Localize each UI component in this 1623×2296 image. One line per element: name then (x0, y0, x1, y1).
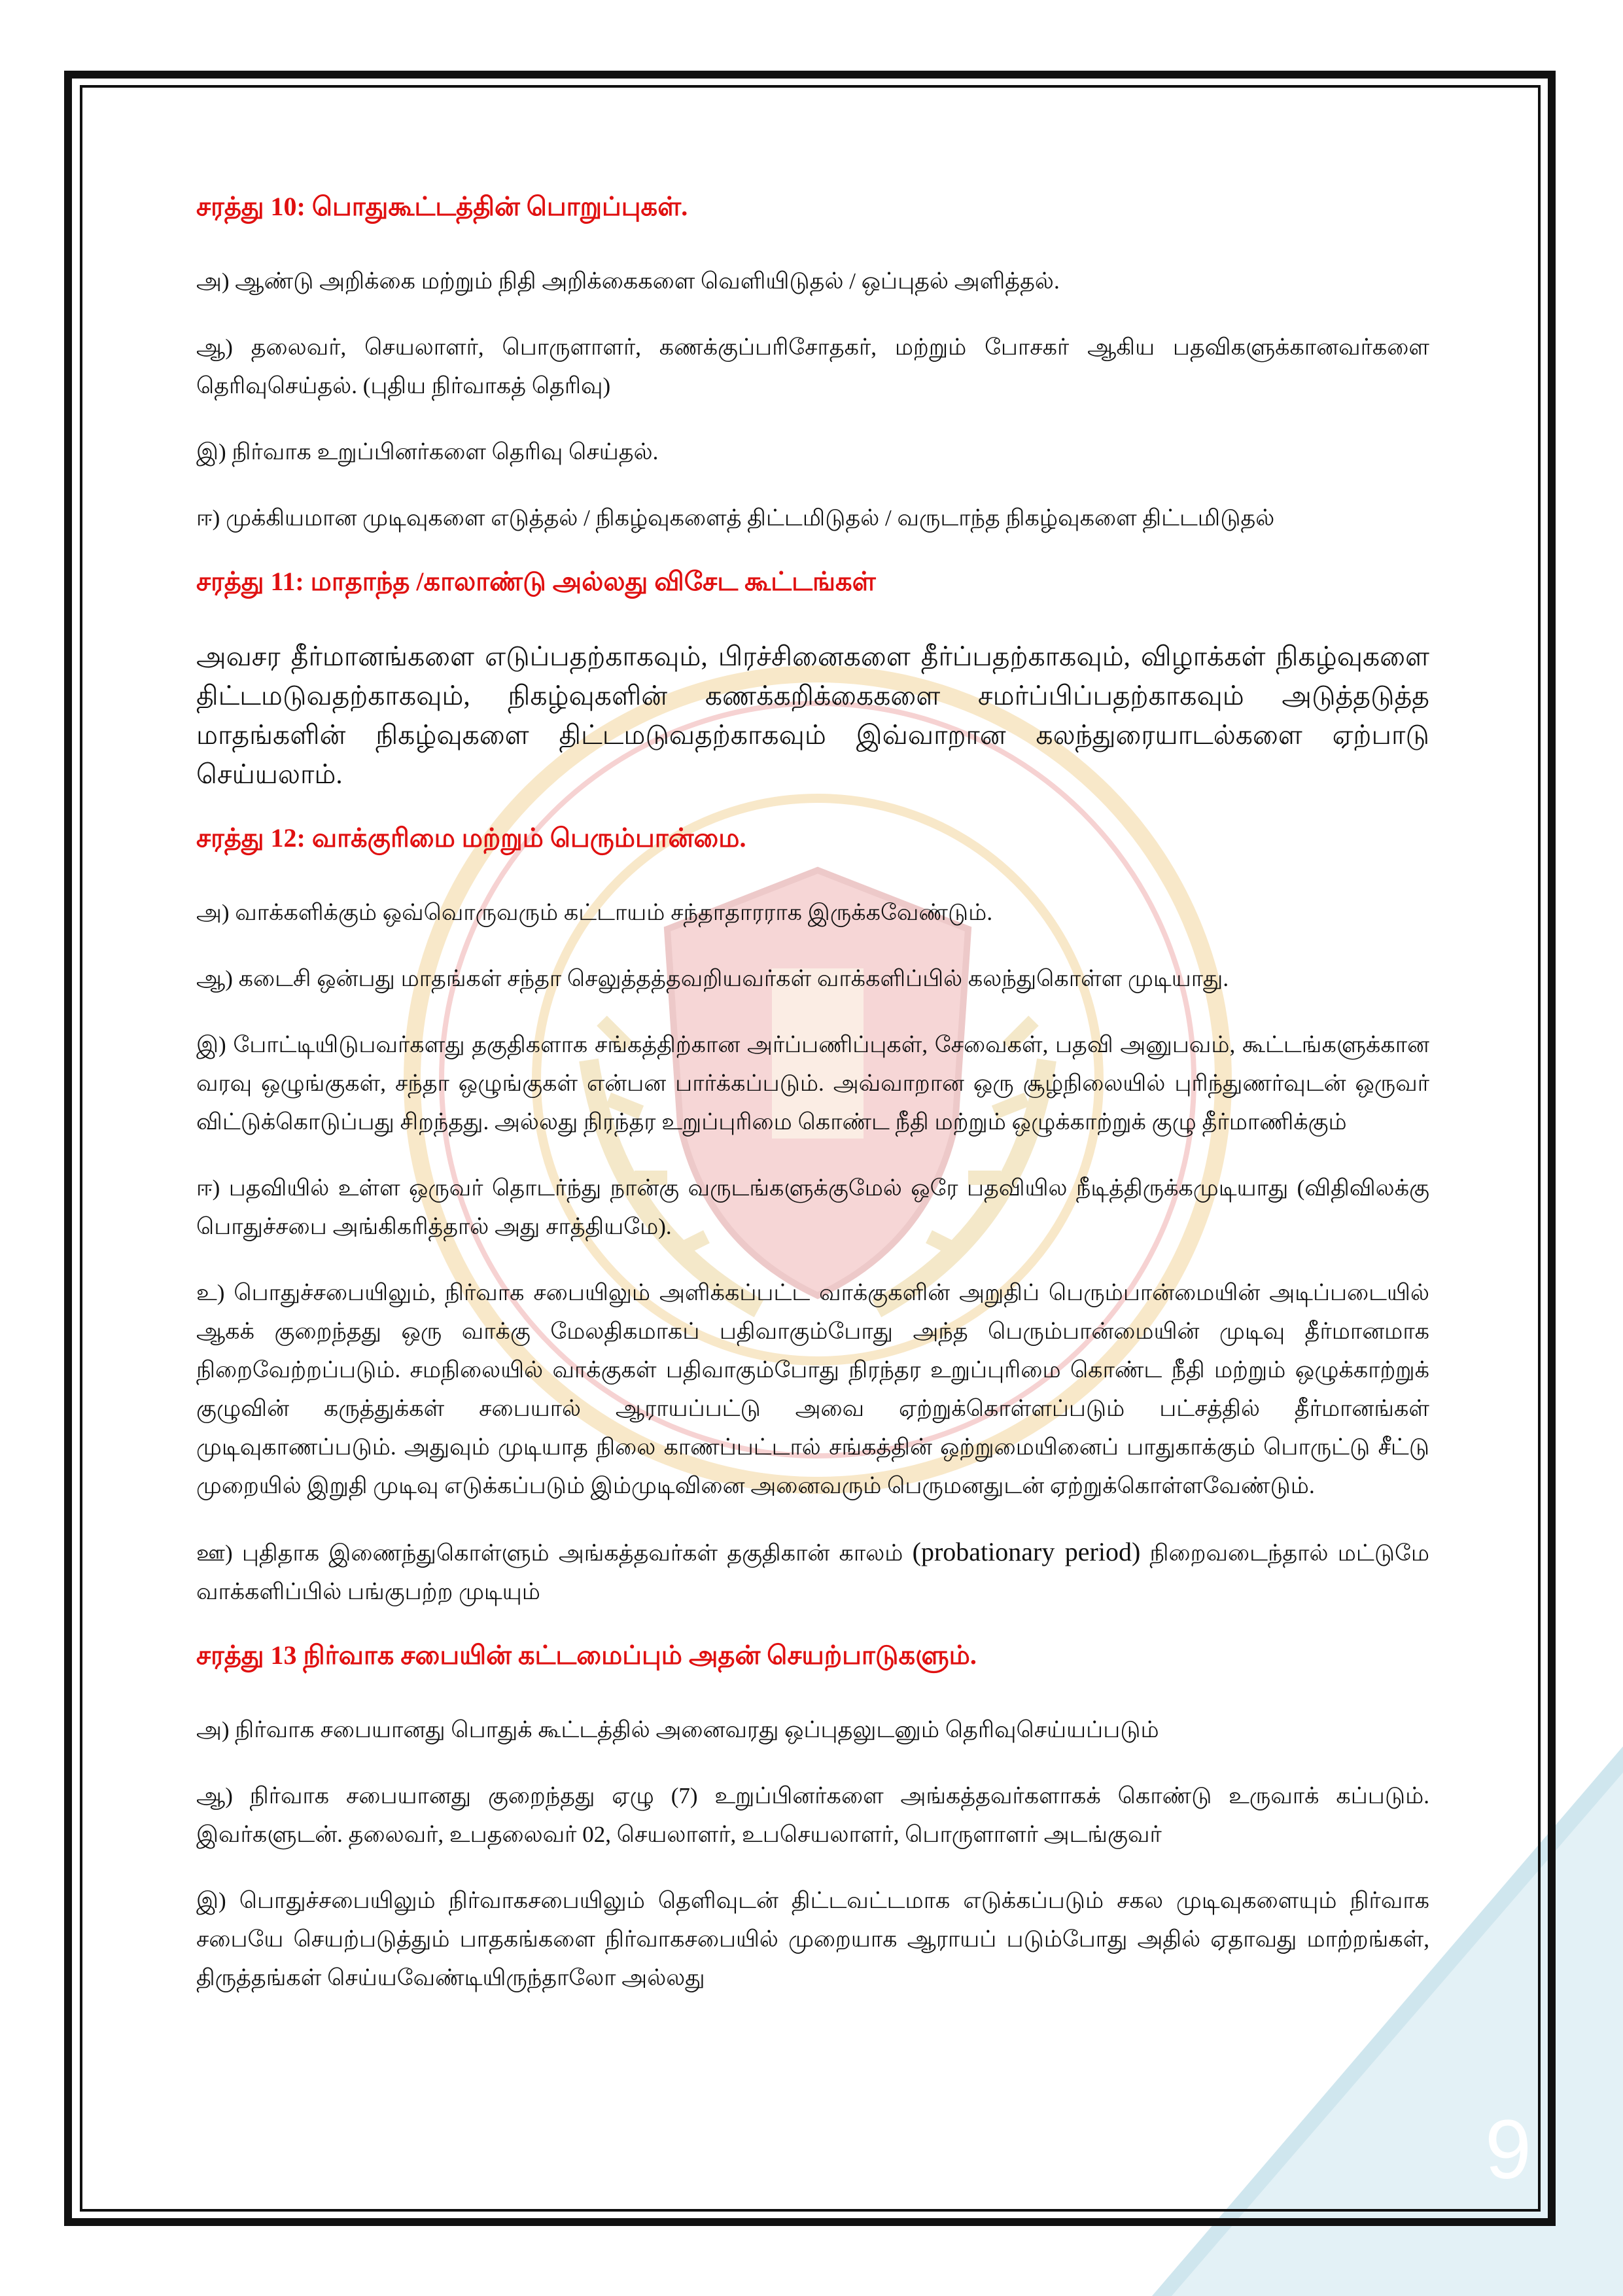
document-body (196, 190, 1429, 2024)
list-item: அ) நிர்வாக சபையானது பொதுக் கூட்டத்தில் அனைவரது ஒப்புதலுடனும் தெரிவுசெய்யப்படும் (196, 1717, 1159, 1742)
section-10 (196, 190, 1429, 537)
english-term: (probationary period) (912, 1537, 1141, 1566)
section-heading: சரத்து 10: பொதுகூட்டத்தின் பொறுப்புகள். (196, 192, 688, 221)
section-heading: சரத்து 11: மாதாந்த /காலாண்டு அல்லது விசேட கூட்டங்கள் (196, 567, 876, 596)
item-text: ஊ) புதிதாக இணைந்துகொள்ளும் அங்கத்தவர்கள் தகுதிகான் காலம் (196, 1540, 903, 1566)
section-heading: சரத்து 12: வாக்குரிமை மற்றும் பெரும்பான்மை. (196, 823, 746, 853)
list-item: ஆ) நிர்வாக சபையானது குறைந்தது ஏழு (7) உறுப்பினர்களை அங்கத்தவர்களாகக் கொண்டு உருவாக் கப்படும். இவர்களுடன். தலைவர், உபதலைவர் 02, செயலாளர், உபசெயலாளர், பொருளாளர் அடங்குவர் (196, 1783, 1429, 1847)
list-item (196, 1532, 1429, 1611)
list-item: ஈ) பதவியில் உள்ள ஒருவர் தொடர்ந்து நான்கு வருடங்களுக்குமேல் ஒரே பதவியில நீடித்திருக்கமுடியாது (விதிவிலக்கு பொதுச்சபை அங்கிகரித்தால் அது சாத்தியமே). (196, 1175, 1429, 1239)
list-item: ஈ) முக்கியமான முடிவுகளை எடுத்தல் / நிகழ்வுகளைத் திட்டமிடுதல் / வருடாந்த நிகழ்வுகளை திட்டமிடுதல் (196, 505, 1275, 531)
list-item: இ) நிர்வாக உறுப்பினர்களை தெரிவு செய்தல். (196, 439, 659, 465)
list-item: உ) பொதுச்சபையிலும், நிர்வாக சபையிலும் அளிக்கப்பட்ட வாக்குகளின் அறுதிப் பெரும்பான்மையின் அடிப்படையில் ஆகக் குறைந்தது ஒரு வாக்கு மேலதிகமாகப் பதிவாகும்போது அந்த பெரும்பான்மையின் முடிவு தீர்மானமாக நிறைவேற்றப்படும். சமநிலையில் வாக்குகள் பதிவாகும்போது நிரந்தர உறுப்புரிமை கொண்ட நீதி மற்றும் ஒழுக்காற்றுக் குழுவின் கருத்துக்கள் சபையால் ஆராயப்பட்டு அவை ஏற்றுக்கொள்ளப்படும் பட்சத்தில் தீர்மானங்கள் முடிவுகாணப்படும். அதுவும் முடியாத நிலை காணப்பட்டால் சங்கத்தின் ஒற்றுமையினைப் பாதுகாக்கும் பொருட்டு சீட்டு முறையில் இறுதி முடிவு எடுக்கப்படும் இம்முடிவினை அனைவரும் பெருமனதுடன் ஏற்றுக்கொள்ளவேண்டும். (196, 1280, 1429, 1498)
section-11 (196, 565, 1429, 794)
section-13 (196, 1638, 1429, 1997)
list-item: இ) பொதுச்சபையிலும் நிர்வாகசபையிலும் தெளிவுடன் திட்டவட்டமாக எடுக்கப்படும் சகல முடிவுகளையும் நிர்வாக சபையே செயற்படுத்தும் பாதகங்களை நிர்வாகசபையில் முறையாக ஆராயப் படும்போது அதில் ஏதாவது மாற்றங்கள், திருத்தங்கள் செய்யவேண்டியிருந்தாலோ அல்லது (196, 1888, 1429, 1990)
list-item: அ) வாக்களிக்கும் ஒவ்வொருவரும் கட்டாயம் சந்தாதாரராக இருக்கவேண்டும். (196, 900, 993, 925)
list-item: இ) போட்டியிடுபவர்களது தகுதிகளாக சங்கத்திற்கான அர்ப்பணிப்புகள், சேவைகள், பதவி அனுபவம், கூட்டங்களுக்கான வரவு ஒழுங்குகள், சந்தா ஒழுங்குகள் என்பன பார்க்கப்படும். அவ்வாறான ஒரு சூழ்நிலையில் புரிந்துணர்வுடன் ஒருவர் விட்டுக்கொடுப்பது சிறந்தது. அல்லது நிரந்தர உறுப்புரிமை கொண்ட நீதி மற்றும் ஒழுக்காற்றுக் குழு தீர்மாணிக்கும் (196, 1032, 1429, 1135)
paragraph: அவசர தீர்மானங்களை எடுப்பதற்காகவும், பிரச்சினைகளை தீர்ப்பதற்காகவும், விழாக்கள் நிகழ்வுகளை திட்டமடுவதற்காகவும், நிகழ்வுகளின் கணக்கறிக்கைகளை சமர்ப்பிப்பதற்காகவும் அடுத்தடுத்த மாதங்களின் நிகழ்வுகளை திட்டமடுவதற்காகவும் இவ்வாறான கலந்துரையாடல்களை ஏற்பாடு செய்யலாம். (196, 641, 1429, 789)
page-number: 9 (1484, 2103, 1531, 2197)
list-item: ஆ) தலைவர், செயலாளர், பொருளாளர், கணக்குப்பரிசோதகர், மற்றும் போசகர் ஆகிய பதவிகளுக்கானவர்களை தெரிவுசெய்தல். (புதிய நிர்வாகத் தெரிவு) (196, 334, 1429, 398)
list-item: அ) ஆண்டு அறிக்கை மற்றும் நிதி அறிக்கைகளை வெளியிடுதல் / ஒப்புதல் அளித்தல். (196, 268, 1060, 294)
section-12 (196, 821, 1429, 1611)
item-text: நிறைவடைந்தால் மட்டுமே வாக்களிப்பில் பங்குபற்ற முடியும் (196, 1540, 1430, 1604)
section-heading: சரத்து 13 நிர்வாக சபையின் கட்டமைப்பும் அதன் செயற்பாடுகளும். (196, 1640, 977, 1670)
list-item: ஆ) கடைசி ஒன்பது மாதங்கள் சந்தா செலுத்தத்தவறியவர்கள் வாக்களிப்பில் கலந்துகொள்ள முடியாது. (196, 966, 1229, 991)
